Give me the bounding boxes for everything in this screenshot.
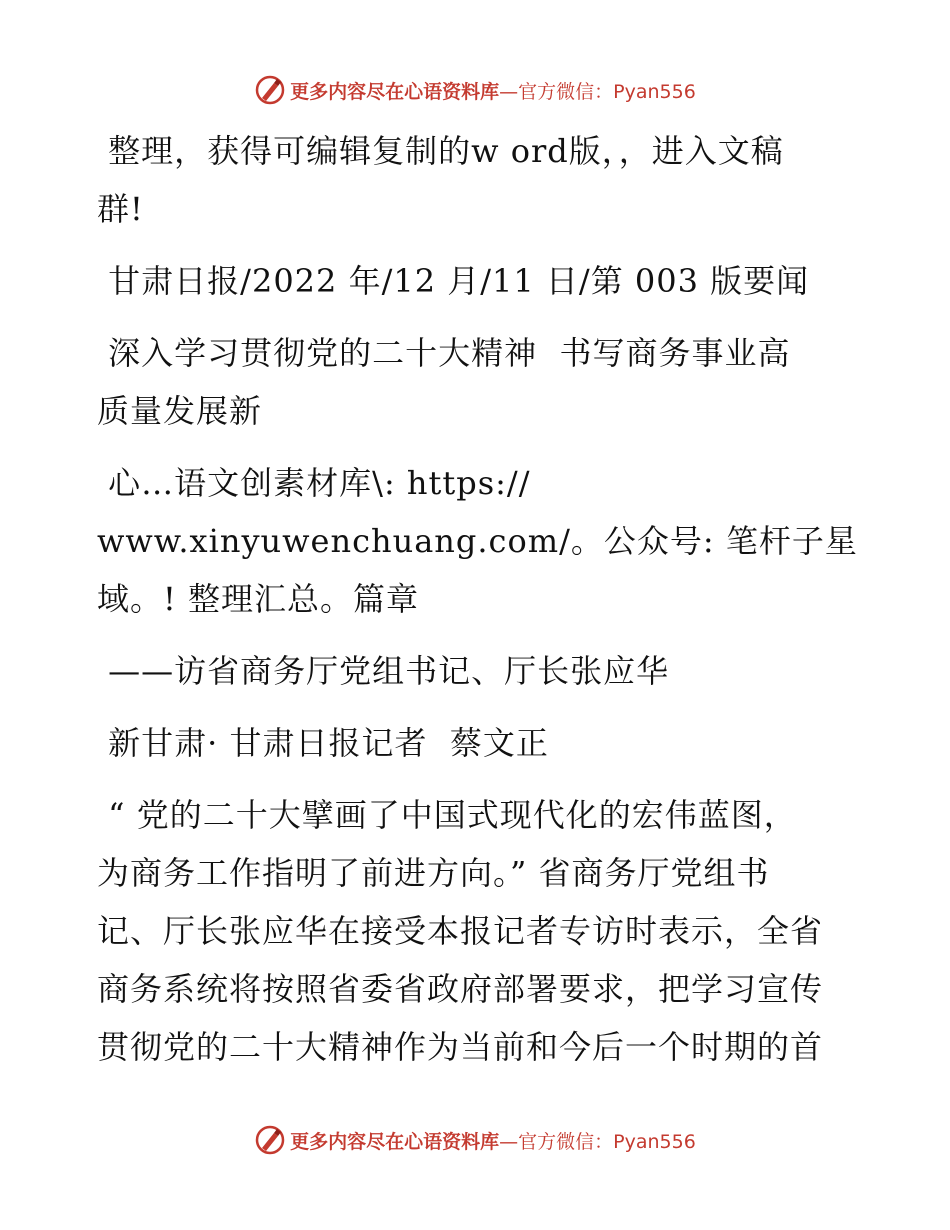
paragraph	[97, 252, 867, 310]
text-line: 整理，获得可编辑复制的w ord版，，进入文稿	[97, 132, 784, 170]
pen-logo-icon	[254, 1124, 286, 1156]
headline-line: 深入学习贯彻党的二十大精神 书写商务事业高	[97, 334, 791, 372]
paragraph	[97, 714, 867, 772]
text-line: 商务系统将按照省委省政府部署要求，把学习宣传	[97, 970, 824, 1008]
byline: 新甘肃· 甘肃日报记者 蔡文正	[97, 724, 549, 762]
text-line: www.xinyuwenchuang.com/。公众号: 笔杆子星	[97, 522, 858, 560]
text-line: “ 党的二十大擘画了中国式现代化的宏伟蓝图，	[97, 796, 797, 834]
document-body	[97, 122, 867, 1076]
paragraph	[97, 786, 867, 1076]
text-line: 为商务工作指明了前进方向。” 省商务厅党组书	[97, 854, 770, 892]
footer-banner	[0, 1120, 950, 1160]
banner-text	[290, 1127, 696, 1154]
banner-wechat: —官方微信：Pyan556	[499, 80, 696, 103]
banner-wechat: —官方微信：Pyan556	[499, 1130, 696, 1153]
subtitle-line: ——访省商务厅党组书记、厅长张应华	[97, 652, 670, 690]
paragraph	[97, 454, 867, 628]
paragraph	[97, 324, 867, 440]
banner-title: 更多内容尽在心语资料库	[290, 80, 500, 103]
banner-text	[290, 77, 696, 104]
dateline: 甘肃日报/2022 年/12 月/11 日/第 003 版要闻	[97, 262, 810, 300]
pen-logo-icon	[254, 74, 286, 106]
text-line: 域。! 整理汇总。篇章	[97, 580, 420, 618]
text-line: 记、厅长张应华在接受本报记者专访时表示，全省	[97, 912, 824, 950]
banner-title: 更多内容尽在心语资料库	[290, 1130, 500, 1153]
text-line: 心…语文创素材库\: https://	[97, 464, 531, 502]
paragraph	[97, 122, 867, 238]
text-line: 群!	[97, 190, 144, 228]
headline-line: 质量发展新	[97, 392, 263, 430]
text-line: 贯彻党的二十大精神作为当前和今后一个时期的首	[97, 1028, 824, 1066]
header-banner	[0, 70, 950, 110]
paragraph	[97, 642, 867, 700]
